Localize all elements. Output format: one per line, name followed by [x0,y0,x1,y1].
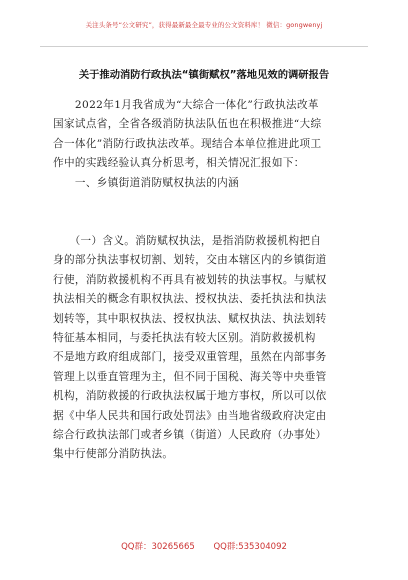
intro-line: 2022年1月我省成为“大综合一体化”行政执法改革 [53,99,319,111]
header-divider [40,46,368,47]
paragraph-line: 执法相关的概念有职权执法、授权执法、委托执法和执法 [53,293,327,306]
paragraph-line: （一）含义。消防赋权执法，是指消防救援机构把自 [53,235,322,247]
intro-line: 合一体化”消防行政执法改革。现结合本单位推进此项工 [53,137,322,150]
paragraph-line: 管理上以垂直管理为主，但不同于国税、海关等中央垂管 [53,370,327,383]
section-heading: 一、乡镇街道消防赋权执法的内涵 [53,177,240,189]
footer [0,540,408,552]
paragraph-line: 身的部分执法事权切割、划转，交由本辖区内的乡镇街道 [53,254,327,267]
header-banner: 关注头条号“公文研究”，获得最新最全最专业的公文资料库！ 微信：gongwenyj [85,21,323,29]
paragraph-line: 行使，消防救援机构不再具有被划转的执法事权。与赋权 [53,273,327,286]
definition-paragraph [53,232,357,465]
paragraph-line: 机构，消防救援的行政执法权属于地方事权，所以可以依 [53,390,327,403]
footer-qq-group-1: QQ群：30265665 [121,542,195,552]
paragraph-line: 划转等，其中职权执法、授权执法、赋权执法、执法划转 [53,312,327,325]
paragraph-line: 集中行使部分消防执法。 [53,448,174,461]
document-title: 关于推动消防行政执法“镇街赋权”落地见效的调研报告 [78,69,330,81]
paragraph-line: 特征基本相同，与委托执法有较大区别。消防救援机构 [53,332,316,345]
intro-line: 国家试点省，全省各级消防执法队伍也在积极推进“大综 [53,118,322,131]
footer-qq-group-2: QQ群:535304092 [213,542,287,552]
paragraph-line: 据《中华人民共和国行政处罚法》由当地省级政府决定由 [53,409,327,422]
intro-paragraph [53,96,357,174]
paragraph-line: 不是地方政府组成部门，接受双重管理，虽然在内部事务 [53,351,327,364]
paragraph-line: 综合行政执法部门或者乡镇（街道）人民政府（办事处） [53,429,327,442]
intro-line: 作中的实践经验认真分析思考，相关情况汇报如下： [53,157,305,170]
